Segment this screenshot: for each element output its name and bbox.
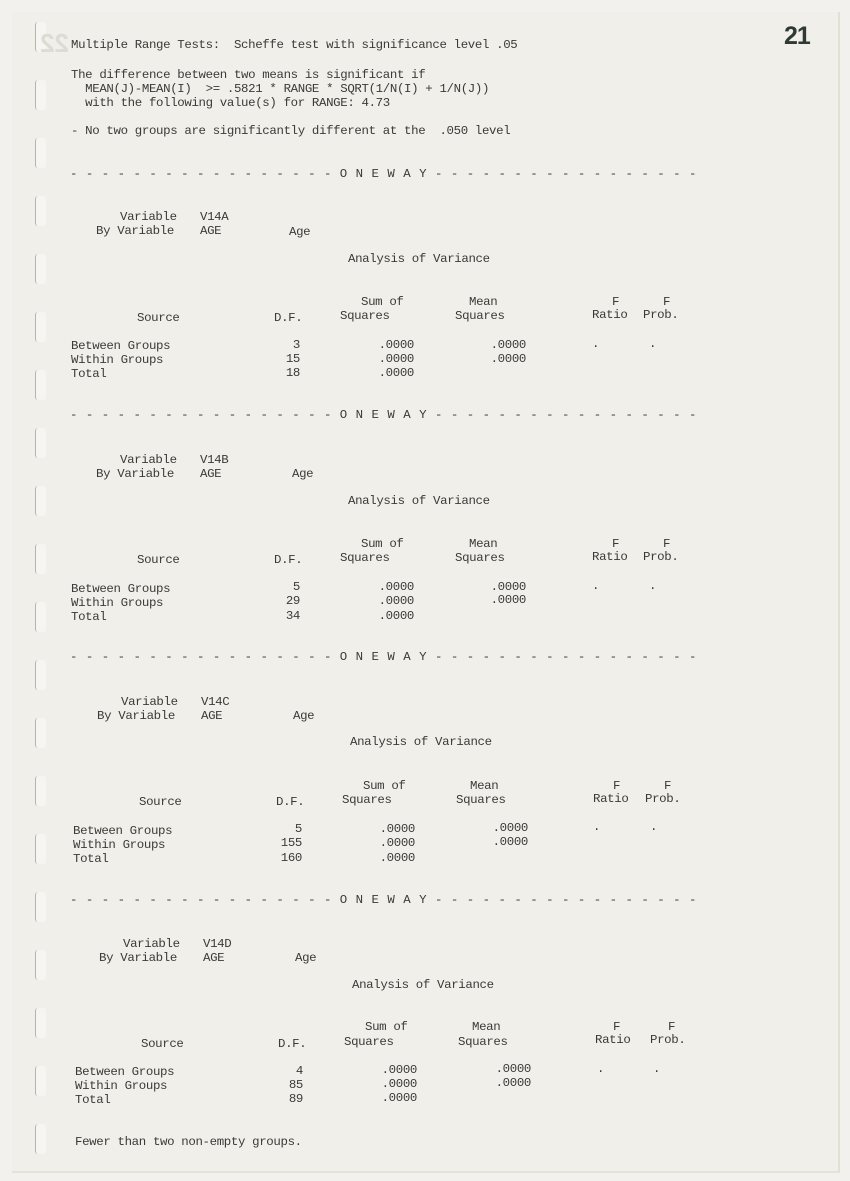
row-within-label: Within Groups: [73, 838, 166, 852]
between-fprob: .: [653, 1062, 661, 1076]
within-ms: .0000: [490, 593, 526, 607]
total-df: 18: [285, 366, 300, 380]
col-fratio-bottom: Ratio: [592, 308, 628, 322]
within-df: 15: [285, 352, 300, 366]
binder-hole: [35, 834, 46, 864]
between-df: 5: [294, 822, 302, 836]
row-total-label: Total: [71, 367, 107, 381]
between-ss: .0000: [379, 822, 415, 836]
page-number: 21: [784, 22, 810, 50]
by-variable-description: Age: [293, 709, 315, 723]
col-fratio-bottom: Ratio: [595, 1033, 631, 1047]
variable-value: V14C: [201, 695, 230, 709]
oneway-divider: - - - - - - - - - - - - - - - - - O N E W A Y - - - - - - - - - - - - - - - - -: [70, 893, 697, 907]
binder-hole: [35, 80, 46, 110]
by-variable-label: By Variable: [97, 709, 175, 723]
scheffe-title: Multiple Range Tests: Scheffe test with significance level .05: [71, 38, 518, 52]
col-source: Source: [137, 553, 180, 567]
bleed-through-page-number: 22: [40, 28, 69, 58]
col-df: D.F.: [276, 795, 305, 809]
intro-line-2: MEAN(J)-MEAN(I) >= .5821 * RANGE * SQRT(1/N(I) + 1/N(J)): [71, 82, 490, 96]
intro-line-3: with the following value(s) for RANGE: 4.73: [71, 96, 390, 110]
binder-hole: [35, 776, 46, 806]
col-fratio-bottom: Ratio: [593, 792, 629, 806]
variable-label: Variable: [120, 453, 177, 467]
binder-hole: [35, 602, 46, 632]
binder-hole: [35, 1008, 46, 1038]
col-ms-top: Mean: [472, 1020, 501, 1034]
intro-line-4: - No two groups are significantly different at the .050 level: [71, 124, 511, 138]
col-df: D.F.: [278, 1037, 307, 1051]
variable-value: V14A: [200, 210, 229, 224]
binder-hole: [35, 1066, 46, 1096]
binder-hole: [35, 196, 46, 226]
within-df: 85: [288, 1078, 303, 1092]
between-ss: .0000: [378, 338, 414, 352]
col-fprob-bottom: Prob.: [643, 550, 679, 564]
between-df: 3: [292, 338, 300, 352]
row-total-label: Total: [71, 610, 107, 624]
col-df: D.F.: [274, 311, 303, 325]
by-variable-description: Age: [292, 467, 314, 481]
col-ss-bottom: Squares: [340, 551, 390, 565]
binder-hole: [35, 138, 46, 168]
intro-line-1: The difference between two means is significant if: [71, 68, 426, 82]
row-within-label: Within Groups: [75, 1079, 168, 1093]
by-variable-value: AGE: [200, 224, 222, 238]
between-fratio: .: [592, 337, 600, 351]
binder-hole: [35, 428, 46, 458]
between-ms: .0000: [490, 338, 526, 352]
col-fprob-bottom: Prob.: [643, 308, 679, 322]
between-df: 4: [295, 1064, 303, 1078]
col-fratio-top: F: [613, 1020, 621, 1034]
col-source: Source: [137, 311, 180, 325]
between-ss: .0000: [381, 1063, 417, 1077]
by-variable-description: Age: [289, 225, 311, 239]
between-fratio: .: [597, 1062, 605, 1076]
binder-hole: [35, 312, 46, 342]
within-ss: .0000: [379, 836, 415, 850]
oneway-divider: - - - - - - - - - - - - - - - - - O N E W A Y - - - - - - - - - - - - - - - - -: [70, 167, 697, 181]
col-ss-top: Sum of: [361, 295, 404, 309]
by-variable-value: AGE: [201, 709, 223, 723]
col-ss-bottom: Squares: [342, 793, 392, 807]
col-fprob-bottom: Prob.: [645, 792, 681, 806]
total-ss: .0000: [378, 609, 414, 623]
col-ms-top: Mean: [470, 779, 499, 793]
row-between-label: Between Groups: [71, 582, 171, 596]
between-fprob: .: [649, 337, 657, 351]
col-source: Source: [139, 795, 182, 809]
anova-title: Analysis of Variance: [348, 494, 490, 508]
total-df: 160: [280, 851, 302, 865]
variable-label: Variable: [123, 937, 180, 951]
binder-hole: [35, 950, 46, 980]
anova-title: Analysis of Variance: [350, 735, 492, 749]
row-total-label: Total: [75, 1093, 111, 1107]
by-variable-label: By Variable: [96, 224, 174, 238]
total-ss: .0000: [381, 1091, 417, 1105]
between-ss: .0000: [378, 580, 414, 594]
within-ss: .0000: [381, 1077, 417, 1091]
between-df: 5: [292, 580, 300, 594]
variable-label: Variable: [121, 695, 178, 709]
within-ss: .0000: [378, 594, 414, 608]
binder-hole: [35, 486, 46, 516]
within-ss: .0000: [378, 352, 414, 366]
col-fratio-bottom: Ratio: [592, 550, 628, 564]
total-df: 89: [288, 1092, 303, 1106]
col-source: Source: [141, 1037, 184, 1051]
col-ss-top: Sum of: [361, 537, 404, 551]
col-fprob-bottom: Prob.: [650, 1033, 686, 1047]
between-ms: .0000: [492, 821, 528, 835]
by-variable-description: Age: [295, 951, 317, 965]
oneway-divider: - - - - - - - - - - - - - - - - - O N E W A Y - - - - - - - - - - - - - - - - -: [70, 650, 697, 664]
col-ms-top: Mean: [469, 537, 498, 551]
col-fprob-top: F: [663, 295, 671, 309]
footer-note: Fewer than two non-empty groups.: [75, 1135, 302, 1149]
col-ms-top: Mean: [469, 295, 498, 309]
between-ms: .0000: [490, 580, 526, 594]
binder-hole: [35, 718, 46, 748]
between-fprob: .: [649, 579, 657, 593]
by-variable-label: By Variable: [96, 467, 174, 481]
binder-hole: [35, 370, 46, 400]
between-ms: .0000: [495, 1062, 531, 1076]
by-variable-value: AGE: [203, 951, 225, 965]
col-ms-bottom: Squares: [455, 551, 505, 565]
col-ss-top: Sum of: [365, 1020, 408, 1034]
row-between-label: Between Groups: [75, 1065, 175, 1079]
row-total-label: Total: [73, 852, 109, 866]
within-ms: .0000: [490, 352, 526, 366]
between-fratio: .: [593, 820, 601, 834]
anova-title: Analysis of Variance: [348, 252, 490, 266]
row-between-label: Between Groups: [73, 824, 173, 838]
binder-hole: [35, 544, 46, 574]
col-df: D.F.: [274, 553, 303, 567]
col-ms-bottom: Squares: [458, 1035, 508, 1049]
row-between-label: Between Groups: [71, 339, 171, 353]
binder-hole: [35, 660, 46, 690]
between-fratio: .: [592, 579, 600, 593]
within-ms: .0000: [495, 1076, 531, 1090]
between-fprob: .: [650, 820, 658, 834]
by-variable-value: AGE: [200, 467, 222, 481]
col-fprob-top: F: [668, 1020, 676, 1034]
total-df: 34: [285, 609, 300, 623]
total-ss: .0000: [379, 851, 415, 865]
within-df: 29: [285, 594, 300, 608]
oneway-divider: - - - - - - - - - - - - - - - - - O N E W A Y - - - - - - - - - - - - - - - - -: [70, 408, 697, 422]
col-fratio-top: F: [612, 537, 620, 551]
row-within-label: Within Groups: [71, 596, 164, 610]
col-ss-top: Sum of: [363, 779, 406, 793]
col-ms-bottom: Squares: [456, 793, 506, 807]
variable-value: V14D: [203, 937, 232, 951]
anova-title: Analysis of Variance: [352, 978, 494, 992]
within-df: 155: [280, 836, 302, 850]
col-ms-bottom: Squares: [455, 309, 505, 323]
binder-hole: [35, 254, 46, 284]
col-ss-bottom: Squares: [344, 1035, 394, 1049]
variable-label: Variable: [120, 210, 177, 224]
total-ss: .0000: [378, 366, 414, 380]
col-fratio-top: F: [612, 295, 620, 309]
variable-value: V14B: [200, 453, 229, 467]
by-variable-label: By Variable: [99, 951, 177, 965]
col-fprob-top: F: [664, 779, 672, 793]
col-ss-bottom: Squares: [340, 309, 390, 323]
binder-hole: [35, 892, 46, 922]
col-fratio-top: F: [613, 779, 621, 793]
binder-hole: [35, 1124, 46, 1154]
col-fprob-top: F: [663, 537, 671, 551]
within-ms: .0000: [492, 835, 528, 849]
row-within-label: Within Groups: [71, 353, 164, 367]
